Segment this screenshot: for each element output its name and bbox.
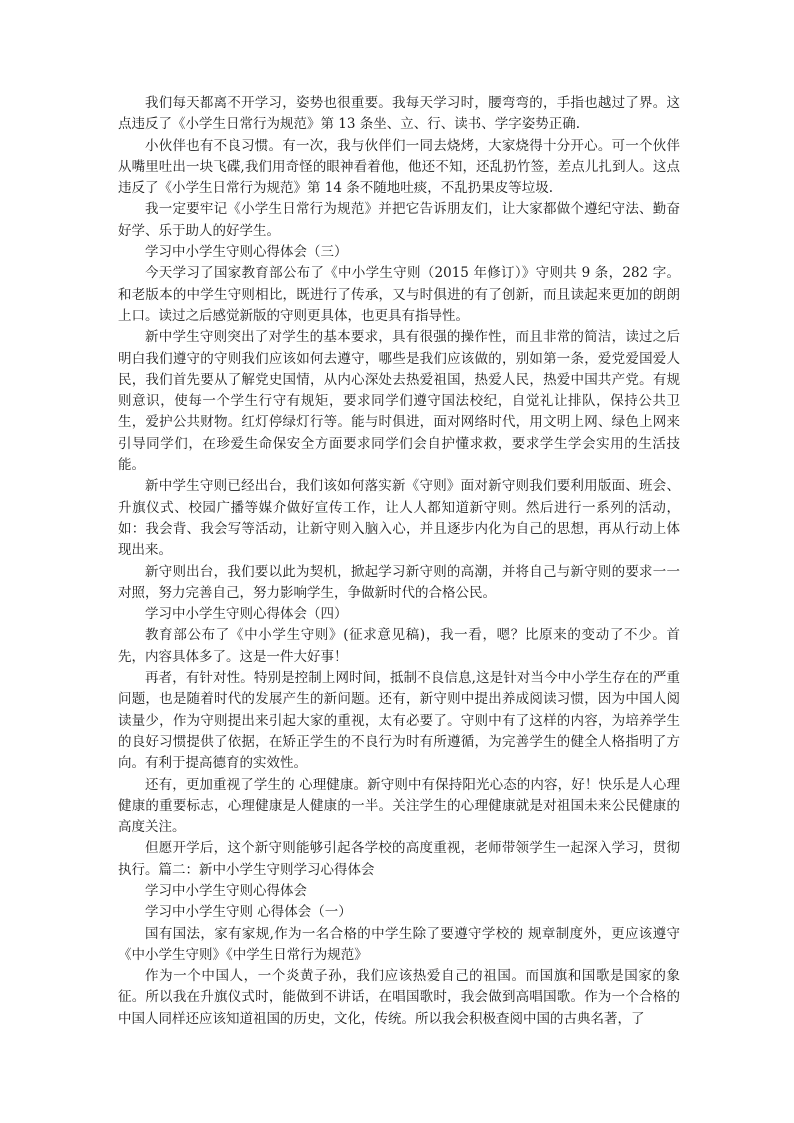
paragraph-resolution: 我一定要牢记《小学生日常行为规范》并把它告诉朋友们，让大家都做个遵纪守法、勤奋好学、乐于助人的好学生。 bbox=[118, 201, 680, 239]
paragraph-targeted: 再者，有针对性。特别是控制上网时间，抵制不良信息,这是针对当今中小学生存在的严重问题，也是随着时代的发展产生的新问题。还有，新守则中提出养成阅读习惯，因为中国人阅读量少，作为守则提出来引起大家的重视，太有必要了。守则中有了这样的内容，为培养学生的良好习惯提供了依据，在矫正学生的不良行为时有所遵循，为完善学生的健全人格指明了方向。有利于提高德育的实效性。 bbox=[118, 670, 680, 772]
section-heading-three: 学习中小学生守则心得体会（三） bbox=[145, 244, 348, 261]
paragraph-new-code-intro: 今天学习了国家教育部公布了《中小学生守则（2015 年修订）》守则共 9 条，282 字。和老版本的中学生守则相比，既进行了传承，又与时俱进的有了创新，而且读起来更加的朗朗上口。读过之后感觉新版的守则更具体，也更具有指导性。 bbox=[118, 265, 680, 324]
paragraph-opportunity: 新守则出台，我们要以此为契机，掀起学习新守则的高潮，并将自己与新守则的要求一一对照，努力完善自己，努力影响学生，争做新时代的合格公民。 bbox=[118, 563, 680, 601]
paragraph-draft-published: 教育部公布了《中小学生守则》(征求意见稿)，我一看，嗯？比原来的变动了不少。首先，内容具体多了。这是一件大好事！ bbox=[118, 627, 680, 665]
paragraph-bad-habit: 小伙伴也有不良习惯。有一次，我与伙伴们一同去烧烤，大家烧得十分开心。可一个伙伴从嘴里吐出一块飞碟,我们用奇怪的眼神看着他，他还不知，还乱扔竹签，差点儿扎到人。这点违反了《小学生日常行为规范》第 14 条不随地吐痰，不乱扔果皮等垃圾. bbox=[118, 137, 680, 197]
document-body bbox=[118, 93, 680, 1030]
section-heading-four: 学习中小学生守则心得体会（四） bbox=[145, 606, 348, 623]
paragraph-basic-requirements: 新中学生守则突出了对学生的基本要求，具有很强的操作性，而且非常的简洁，读过之后明白我们遵守的守则我们应该如何去遵守，哪些是我们应该做的，别如第一条，爱党爱国爱人民，我们首先要从了解党史国情，从内心深处去热爱祖国，热爱人民，热爱中国共产党。有规则意识，使每一个学生行守有规矩，要求同学们遵守国法校纪，自觉礼让排队，保持公共卫生，爱护公共财物。红灯停绿灯行等。能与时俱进，面对网络时代，用文明上网、绿色上网来引导同学们，在珍爱生命保安全方面要求同学们会自护懂求救，要求学生学会实用的生活技能。 bbox=[118, 329, 680, 474]
paragraph-implementation: 新中学生守则已经出台，我们该如何落实新《守则》面对新守则我们要利用版面、班会、升旗仪式、校园广播等媒介做好宣传工作，让人人都知道新守则。然后进行一系列的活动，如：我会背、我会写等活动，让新守则入脑入心，并且逐步内化为自己的思想，再从行动上体现出来。 bbox=[118, 478, 680, 559]
paragraph-patriotism: 作为一个中国人，一个炎黄子孙，我们应该热爱自己的祖国。而国旗和国歌是国家的象征。所以我在升旗仪式时，能做到不讲话，在唱国歌时，我会做到高唱国歌。作为一个合格的中国人同样还应该知道祖国的历史，文化，传统。所以我会积极查阅中国的古典名著，了 bbox=[118, 968, 680, 1027]
paragraph-hope: 但愿开学后，这个新守则能够引起各学校的高度重视，老师带领学生一起深入学习，贯彻执行。篇二：新中小学生守则学习心得体会 bbox=[118, 840, 680, 878]
section-heading-general: 学习中小学生守则心得体会 bbox=[145, 882, 307, 899]
paragraph-posture-habit: 我们每天都离不开学习，姿势也很重要。我每天学习时，腰弯弯的，手指也越过了界。这点违反了《小学生日常行为规范》第 13 条坐、立、行、读书、学字姿势正确. bbox=[118, 95, 680, 133]
paragraph-mental-health: 还有，更加重视了学生的 心理健康。新守则中有保持阳光心态的内容，好！快乐是人心理健康的重要标志，心理健康是人健康的一半。关注学生的心理健康就是对祖国未来公民健康的高度关注。 bbox=[118, 776, 680, 836]
section-heading-one: 学习中小学生守则 心得体会（一） bbox=[145, 904, 352, 921]
paragraph-national-law: 国有国法，家有家规,作为一名合格的中学生除了要遵守学校的 规章制度外，更应该遵守《中小学生守则》《中学生日常行为规范》 bbox=[118, 925, 680, 963]
